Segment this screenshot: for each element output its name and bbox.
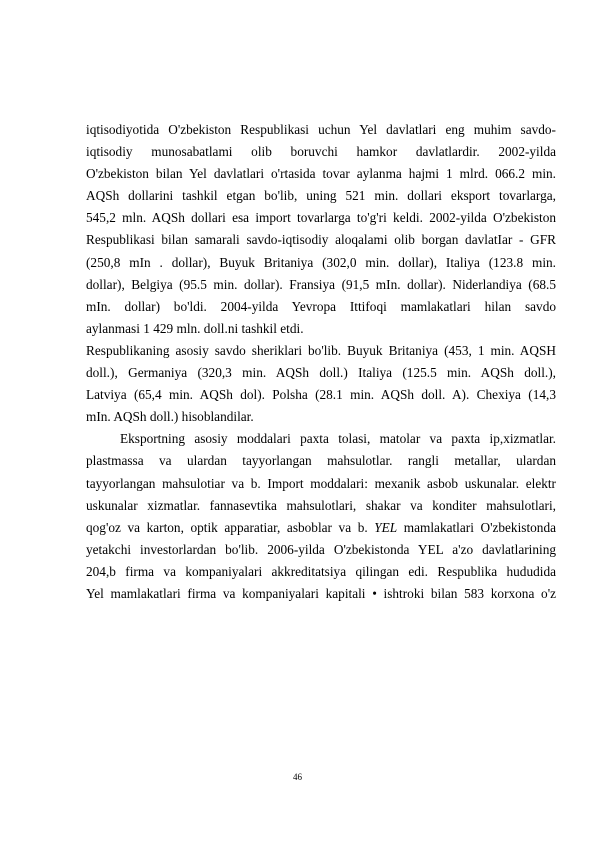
- text-line: mIn. dollar) bo'ldi. 2004-yilda Yevropa Ittifoqi mamlakatlari hilan savdo: [86, 298, 556, 314]
- text-line: AQSh dollarini tashkil etgan bo'lib, uning 521 min. dollari eksport tovarlarga,: [86, 188, 556, 204]
- text-line: dollar), Belgiya (95.5 min. dollar). Fransiya (91,5 mIn. dollar). Niderlandiya (68.5: [86, 276, 556, 292]
- text-line: Eksportning asosiy moddalari paxta tolasi, matolar va paxta ip,xizmatlar.: [120, 431, 556, 447]
- text-segment: qog'oz va karton, optik apparatiar, asboblar va b.: [86, 519, 375, 535]
- italic-term: YEL: [374, 519, 398, 535]
- body-text: [86, 119, 556, 605]
- text-line: 204,b firma va kompaniyalari akkreditatsiya qilingan edi. Respublika hududida: [86, 563, 556, 579]
- text-line: Yel mamlakatlari firma va kompaniyalari kapitali • ishtroki bilan 583 korxona o'z: [86, 585, 556, 601]
- text-segment: mamlakatlari O'zbekistonda: [397, 519, 556, 535]
- text-line: uskunalar xizmatlar. fannasevtika mahsulotlari, shakar va konditer mahsulotlari,: [86, 497, 556, 513]
- text-line: Respublikaning asosiy savdo sheriklari bo'lib. Buyuk Britaniya (453, 1 min. AQSH: [86, 342, 556, 358]
- text-line: O'zbekiston bilan Yel davlatlari o'rtasida tovar aylanma hajmi 1 mlrd. 066.2 min.: [86, 166, 556, 182]
- text-line: yetakchi investorlardan bo'lib. 2006-yilda O'zbekistonda YEL a'zo davlatlarining: [86, 541, 556, 557]
- text-line: 545,2 mln. AQSh dollari esa import tovarlarga to'g'ri keldi. 2002-yilda O'zbekiston: [86, 210, 556, 226]
- text-line: (250,8 mIn . dollar), Buyuk Britaniya (302,0 min. dollar), Italiya (123.8 min.: [86, 254, 556, 270]
- text-line: Respublikasi bilan samarali savdo-iqtisodiy aloqalami olib borgan davlatIar - GFR: [86, 232, 556, 248]
- page-number: 46: [293, 772, 302, 782]
- text-line: plastmassa va ulardan tayyorlangan mahsulotlar. rangli metallar, ulardan: [86, 453, 556, 469]
- text-line-mixed: [86, 517, 556, 539]
- text-line: doll.), Germaniya (320,3 min. AQSh doll.) Italiya (125.5 min. AQSh doll.),: [86, 365, 556, 381]
- text-line: aylanmasi 1 429 mln. doll.ni tashkil etdi.: [86, 320, 304, 336]
- text-line: iqtisodiy munosabatlami olib boruvchi hamkor davlatlardir. 2002-yilda: [86, 144, 556, 160]
- text-line: Latviya (65,4 min. AQSh dol). Polsha (28.1 min. AQSh doll. A). Chexiya (14,3: [86, 387, 556, 403]
- text-line: mIn. AQSh doll.) hisoblandilar.: [86, 409, 254, 425]
- text-line: tayyorlangan mahsulotiar va b. Import moddalari: mexanik asbob uskunalar. elektr: [86, 475, 556, 491]
- text-line: iqtisodiyotida O'zbekiston Respublikasi uchun Yel davlatlari eng muhim savdo-: [86, 122, 556, 137]
